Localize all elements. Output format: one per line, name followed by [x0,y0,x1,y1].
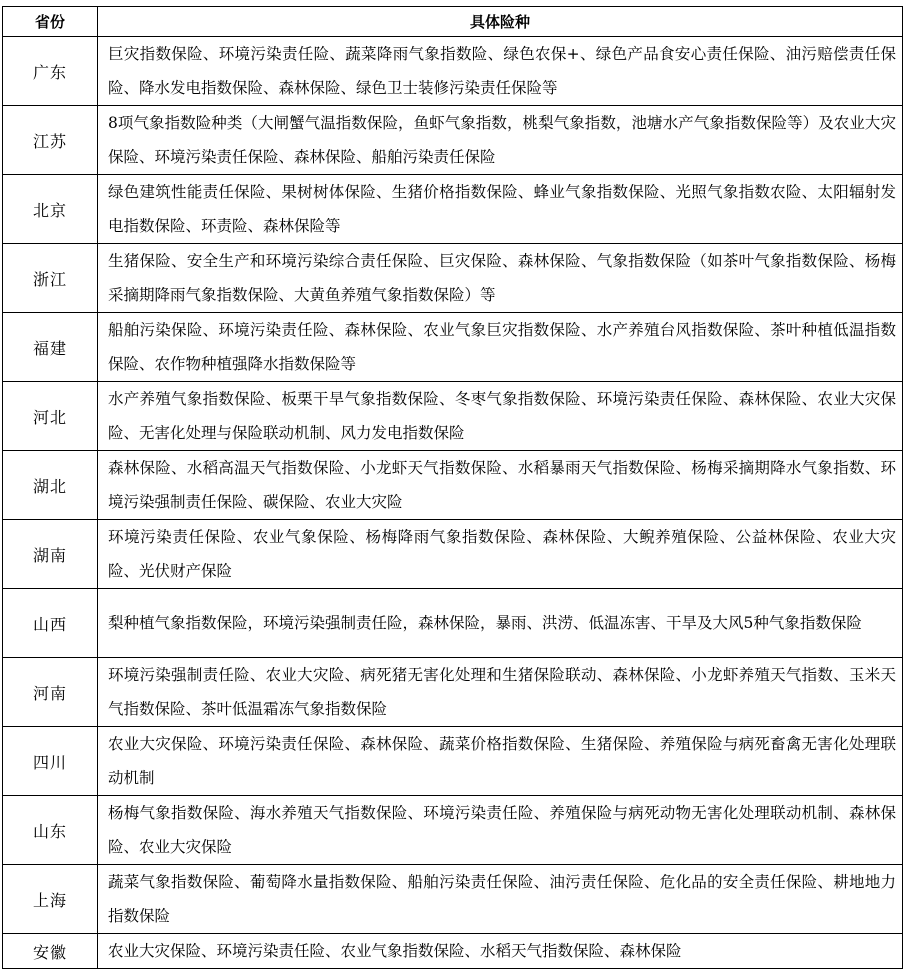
detail-cell: 森林保险、水稻高温天气指数保险、小龙虾天气指数保险、水稻暴雨天气指数保险、杨梅采摘期降水气象指数、环境污染强制责任保险、碳保险、农业大灾险 [98,451,903,520]
province-cell: 湖北 [3,451,98,520]
province-cell: 湖南 [3,520,98,589]
detail-cell: 环境污染责任保险、农业气象保险、杨梅降雨气象指数保险、森林保险、大鲵养殖保险、公益林保险、农业大灾险、光伏财产保险 [98,520,903,589]
province-cell: 安徽 [3,934,98,969]
detail-cell: 水产养殖气象指数保险、板栗干旱气象指数保险、冬枣气象指数保险、环境污染责任保险、森林保险、农业大灾保险、无害化处理与保险联动机制、风力发电指数保险 [98,382,903,451]
detail-cell: 农业大灾保险、环境污染责任保险、森林保险、蔬菜价格指数保险、生猪保险、养殖保险与病死畜禽无害化处理联动机制 [98,727,903,796]
detail-cell: 杨梅气象指数保险、海水养殖天气指数保险、环境污染责任险、养殖保险与病死动物无害化处理联动机制、森林保险、农业大灾保险 [98,796,903,865]
province-cell: 山东 [3,796,98,865]
header-detail: 具体险种 [98,7,903,37]
detail-cell: 环境污染强制责任险、农业大灾险、病死猪无害化处理和生猪保险联动、森林保险、小龙虾养殖天气指数、玉米天气指数保险、茶叶低温霜冻气象指数保险 [98,658,903,727]
province-cell: 福建 [3,313,98,382]
province-cell: 上海 [3,865,98,934]
table-row [3,520,903,589]
table-header-row [3,7,903,37]
table-row [3,382,903,451]
table-row [3,37,903,106]
province-cell: 江苏 [3,106,98,175]
detail-cell: 生猪保险、安全生产和环境污染综合责任保险、巨灾保险、森林保险、气象指数保险（如茶叶气象指数保险、杨梅采摘期降雨气象指数保险、大黄鱼养殖气象指数保险）等 [98,244,903,313]
detail-cell: 梨种植气象指数保险，环境污染强制责任险，森林保险，暴雨、洪涝、低温冻害、干旱及大风5种气象指数保险 [98,589,903,658]
province-cell: 河南 [3,658,98,727]
detail-cell: 农业大灾保险、环境污染责任险、农业气象指数保险、水稻天气指数保险、森林保险 [98,934,903,969]
insurance-table [2,6,903,969]
detail-cell: 船舶污染保险、环境污染责任险、森林保险、农业气象巨灾指数保险、水产养殖台风指数保险、茶叶种植低温指数保险、农作物种植强降水指数保险等 [98,313,903,382]
table-row [3,244,903,313]
table-row [3,313,903,382]
province-cell: 山西 [3,589,98,658]
table-row [3,658,903,727]
header-province: 省份 [3,7,98,37]
province-cell: 广东 [3,37,98,106]
table-row [3,106,903,175]
detail-cell: 8项气象指数险种类（大闸蟹气温指数保险，鱼虾气象指数，桃梨气象指数，池塘水产气象指数保险等）及农业大灾保险、环境污染责任保险、森林保险、船舶污染责任保险 [98,106,903,175]
province-cell: 浙江 [3,244,98,313]
table-row [3,589,903,658]
table-row [3,796,903,865]
detail-cell: 巨灾指数保险、环境污染责任险、蔬菜降雨气象指数险、绿色农保+、绿色产品食安心责任保险、油污赔偿责任保险、降水发电指数保险、森林保险、绿色卫士装修污染责任保险等 [98,37,903,106]
table-row [3,727,903,796]
table-row [3,451,903,520]
province-cell: 北京 [3,175,98,244]
province-cell: 四川 [3,727,98,796]
table-row [3,934,903,969]
detail-cell: 蔬菜气象指数保险、葡萄降水量指数保险、船舶污染责任保险、油污责任保险、危化品的安全责任保险、耕地地力指数保险 [98,865,903,934]
table-row [3,175,903,244]
table-row [3,865,903,934]
detail-cell: 绿色建筑性能责任保险、果树树体保险、生猪价格指数保险、蜂业气象指数保险、光照气象指数农险、太阳辐射发电指数保险、环责险、森林保险等 [98,175,903,244]
province-cell: 河北 [3,382,98,451]
